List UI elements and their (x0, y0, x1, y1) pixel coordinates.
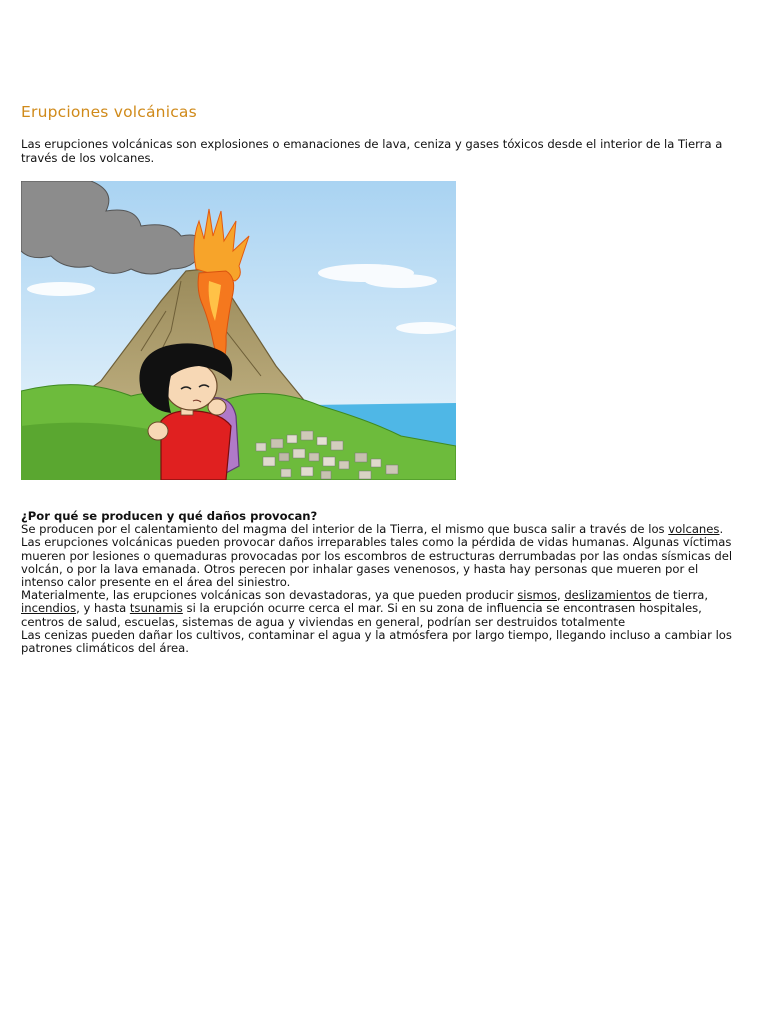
paragraph-human-damage: Las erupciones volcánicas pueden provocar daños irreparables tales como la pérdida de vidas humanas. Algunas víctimas mueren por lesiones o quemaduras provocadas por los escombros de estructuras derrumbadas por las ondas sísmicas del volcán, o por la lava emanada. Otros perecen por inhalar gases venenosos, y hasta hay personas que mueren por el intenso calor presente en el área del siniestro. (21, 535, 733, 590)
paragraph-causes-end: . (719, 522, 724, 537)
volcano-eruption-illustration (21, 181, 456, 480)
link-tsunamis[interactable]: tsunamis (129, 601, 183, 616)
section-heading: ¿Por qué se producen y qué daños provocan? (21, 509, 318, 523)
intro-paragraph: Las erupciones volcánicas son explosiones o emanaciones de lava, ceniza y gases tóxicos desde el interior de la Tierra a través de los volcanes. (21, 137, 723, 165)
paragraph-causes-text: Se producen por el calentamiento del magma del interior de la Tierra, el mismo que busca salir a través de los (21, 522, 669, 537)
link-sismos[interactable]: sismos (517, 588, 557, 603)
material-text-e: si la erupción ocurre cerca el mar. Si en su zona de influencia se encontrasen hospitales, centros de salud, escuelas, sistemas de agua y viviendas en general, podrían ser destruidos totalmente (21, 601, 702, 629)
material-text-d: , y hasta (76, 601, 130, 616)
link-deslizamientos[interactable]: deslizamientos (564, 588, 652, 603)
material-text-a: Materialmente, las erupciones volcánicas son devastadoras, ya que pueden producir (21, 588, 518, 603)
paragraph-ash-damage: Las cenizas pueden dañar los cultivos, contaminar el agua y la atmósfera por largo tiempo, llegando incluso a cambiar los patrones climáticos del área. (21, 627, 732, 656)
causes-damages-section (21, 510, 743, 655)
page-title: Erupciones volcánicas (21, 103, 197, 121)
link-volcanes[interactable]: volcanes (668, 522, 720, 537)
material-text-c: de tierra, (651, 588, 709, 603)
material-text-b: , (556, 588, 565, 603)
link-incendios[interactable]: incendios (21, 601, 77, 616)
paragraph-material-damage (21, 589, 743, 629)
